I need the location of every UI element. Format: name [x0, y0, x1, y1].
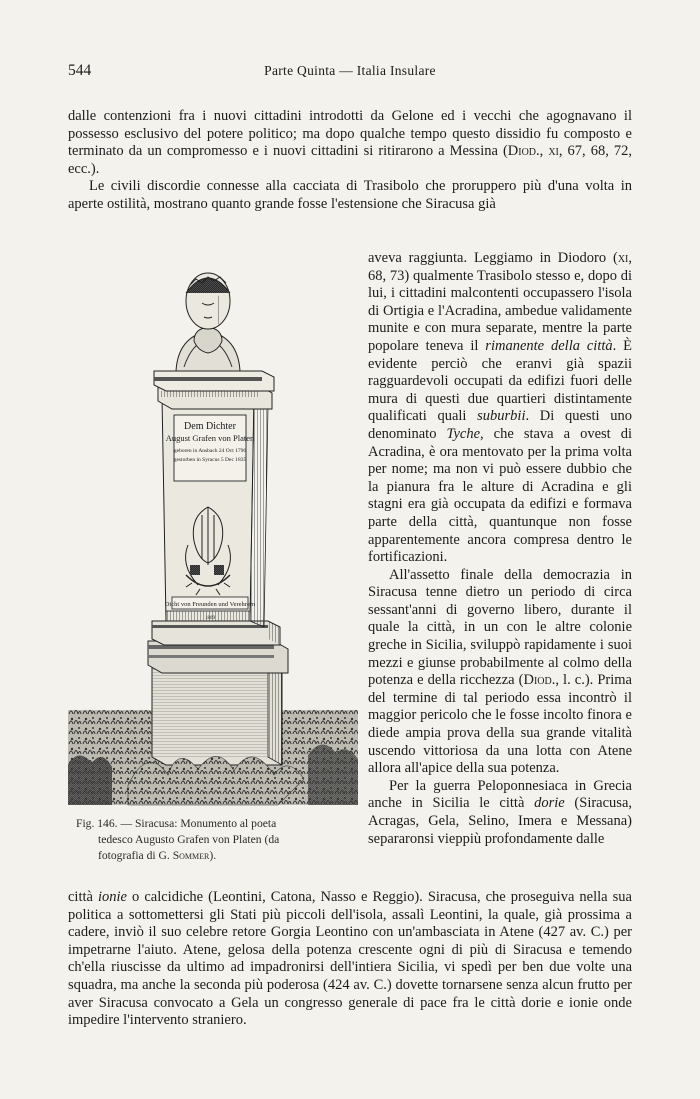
paragraph: dalle contenzioni fra i nuovi cittadini introdotti da Gelone ed i vecchi che agognavano il possesso esclusivo del potere politico; ma dopo qualche tempo questo dissidio fu composto e terminato da un compromesso e i nuovi cittadini si ritirarono a Messina (Diod., xi, 67, 68, 72, ecc.). [68, 108, 633, 177]
text-block-top [68, 108, 632, 214]
inscription-line-2: August Grafen von Platen [165, 433, 255, 443]
page-header [68, 62, 632, 84]
page-number: 544 [68, 62, 92, 79]
paragraph: aveva raggiunta. Leggiamo in Diodoro (xi, 68, 73) qualmente Trasibolo stesso e, dopo di lui, i cittadini malcontenti occupassero l'isola di Ortigia e l'Acradina, ambedue validamente munite e con mura separate, mentre la parte popolare teneva il rimanente della città. È evidente perciò che eranvi già spazii ragguardevoli occupati da edifizi fuori delle mura di questi due quartieri distintamente qualificati quali suburbii. Di questi uno denominato Tyche, che stava a ovest di Acradina, è ora mentovato per la prima volta per nome; ma non vi può essere dubbio che la pianura fra le alture di Acradina e gli stagni era già occupata da edifizi e formava parte della città, quantunque non fosse apparentemente ancora compresa dentro le fortificazioni. [368, 250, 633, 566]
monument-capital [154, 371, 274, 409]
caption-line-3: fotografia di G. Sommer). [98, 849, 217, 863]
monument-base [148, 621, 288, 765]
inscription-line-1: Dem Dichter [184, 421, 236, 432]
inscription-line-3: geboren in Ansbach 24 Oct 1796 [173, 448, 247, 454]
poet-bust [176, 273, 240, 371]
text-block-right [368, 250, 632, 848]
inscription-year: 1869 [205, 616, 215, 621]
running-title: Parte Quinta — Italia Insulare [264, 63, 436, 78]
paragraph: All'assetto finale della democrazia in Siracusa tenne dietro un periodo di circa sessant'anni di governo libero, durante il quale la città, in un con le altre colonie greche in Sicilia, sviluppò rapidamente i suoi mezzi e giunse probabilmente al colmo della potenza e della ricchezza (Diod., l. c.). Prima del termine di tal periodo essa incontrò il maggior pericolo che le fosse incolto finora e diede ampia prova della sua grande vitalità uscendo vittoriosa da una lotta con Atene allora all'apice della sua potenza. [368, 566, 632, 777]
caption-line-2: tedesco Augusto Grafen von Platen (da [98, 833, 280, 847]
inscription-line-4: gestorben in Syracus 5 Dec 1835 [173, 457, 247, 463]
paragraph: Per la guerra Peloponnesiaca in Grecia anche in Sicilia le città dorie (Siracusa, Acragas, Gela, Selino, Imera e Messana) separaronsi vieppiù profondamente dalle [368, 777, 633, 847]
caption-line-1: Fig. 146. — Siracusa: Monumento al poeta [76, 817, 277, 830]
text-block-bottom [68, 889, 632, 1030]
paragraph: Le civili discordie connesse alla cacciata di Trasibolo che proruppero più d'una volta in aperte ostilità, mostrano quanto grande fosse l'estensione che Siracusa già [68, 178, 632, 212]
figure-caption [76, 816, 356, 865]
monument-illustration [68, 245, 358, 815]
paragraph: città ionie o calcidiche (Leontini, Catona, Nasso e Reggio). Siracusa, che proseguiva nella sua politica a sottomettersi gli Stati più piccoli dell'isola, assalì Leontini, la quale, già prossima a cadere, inviò il suo celebre retore Gorgia Leontino con un'ambasciata in Atene (427 av. C.) per impetrarne l'aiuto. Atene, gelosa della potenza crescente ogni di più di Siracusa e temendo ch'ella riuscisse da ultimo ad impadronirsi dell'intiera Sicilia, vi spedì per ben due volte una squadra, ma anche la seconda più poderosa (424 av. C.) dovette tornarsene senza alcun frutto per aver Siracusa convocato a Gela un congresso generale di pace fra le città dorie e ionie onde impedire l'intervento straniero. [68, 889, 632, 1029]
inscription-footer: Dicht von Freunden und Verehrern [164, 601, 256, 608]
